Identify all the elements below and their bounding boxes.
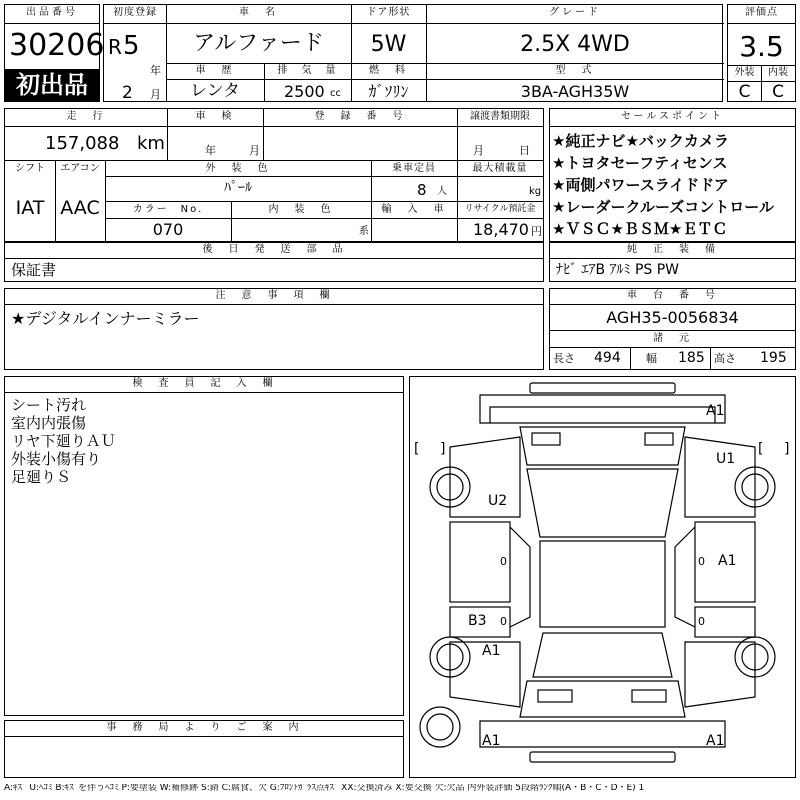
ext-grade: C [738,82,751,102]
width: 185 [678,350,705,366]
damage-mark: 0 [698,615,705,628]
transfer-month-unit: 月 [473,144,484,157]
damage-mark: U1 [716,451,736,467]
sales-point-item: ★トヨタセーフティセンス [552,154,728,172]
door-label: ドア形状 [366,7,411,18]
equipment: ﾅﾋﾞ ｴｱB ｱﾙﾐ PS PW [556,262,680,278]
chassis-label: 車 台 番 号 [627,290,718,301]
capacity-unit: 人 [437,186,447,197]
yen-unit: 円 [531,225,542,238]
km-unit: km [137,133,165,154]
sales-point-label: セールスポイント [620,111,725,122]
lot-number: 30206 [9,28,105,63]
sales-point-box [549,108,796,242]
height-label: 高さ [714,352,736,365]
regno-label: 登 録 番 号 [314,111,406,122]
length: 494 [594,350,621,366]
exterior-color: ﾊﾟｰﾙ [224,180,252,196]
sales-point-list [552,130,774,240]
inspector-note: 外装小傷有り [11,450,102,468]
fuel-label: 燃 料 [369,65,408,76]
capacity-label: 乗車定員 [392,163,436,174]
damage-mark: 0 [500,555,507,568]
damage-mark: A1 [706,403,725,419]
interior-unit: 系 [359,226,369,237]
score: 3.5 [739,30,784,63]
inspector-notes [11,396,116,486]
grade: 2.5X 4WD [520,32,630,57]
inspector-note: 足廻りＳ [11,468,72,486]
model-label: 型 式 [555,65,595,76]
load-unit: kg [529,186,542,197]
shift: IAT [15,197,45,219]
load-label: 最大積載量 [472,163,528,174]
sales-point-item: ★レーダークルーズコントロール [552,198,774,216]
color-no-label: カラー No. [132,204,204,215]
lot-box [4,4,105,102]
svg-text:[: [ [758,441,764,457]
era: R [108,35,122,59]
reg-month: 2 [122,83,133,103]
vehicle-detail-table [4,108,544,242]
fuel: ｶﾞｿﾘﾝ [368,82,409,101]
inspector-note: 室内内張傷 [11,414,87,432]
damage-mark: A1 [706,733,725,749]
car-name: アルファード [193,31,324,56]
history: レンタ [190,81,240,101]
length-label: 長さ [553,352,575,365]
car-diagram [410,377,795,777]
later-parts-label: 後 日 発 送 部 品 [202,244,346,255]
name-label: 車 名 [239,7,278,18]
damage-mark: A1 [482,733,501,749]
shift-label: シフト [15,163,45,174]
chassis-number: AGH35-0056834 [606,308,739,327]
mileage-label: 走 行 [66,111,106,122]
sales-point-item: ★純正ナビ★バックカメラ [552,132,729,150]
recycle-fee: 18,470 [473,220,529,239]
office-box [4,720,404,778]
damage-mark: A1 [482,643,501,659]
inspection-year-unit: 年 [205,144,216,157]
sales-point-item: ★両側パワースライドドア [552,176,729,194]
cc-unit: cc [330,88,341,99]
chassis-box [549,288,796,370]
ac-label: エアコン [60,163,100,174]
damage-mark: U2 [488,493,508,509]
score-box [727,4,796,102]
svg-text:]: ] [440,441,446,457]
air-conditioner: AAC [60,197,100,219]
lot-label: 出品番号 [26,7,78,18]
ext-grade-label: 外装 [734,67,755,78]
inspector-label: 検 査 員 記 入 欄 [132,378,276,389]
exterior-label: 外 装 色 [205,163,271,174]
svg-text:]: ] [784,441,790,457]
import-label: 輸 入 車 [381,204,447,215]
int-grade: C [772,82,784,102]
legend-text: A:ｷｽﾞ U:ﾍｺﾐ B:ｷｽﾞを伴うﾍｺﾐ P:要塗装 W:補修跡 S:錆 C:腐食、欠 G:ﾌﾛﾝﾄｶﾞﾗｽ点ｷｽﾞ XX:交換済み X:要交換 欠:欠品 内外装評価 5段階ﾗﾝｸ順(A・B・C・D・E) 1 [4,784,645,793]
inspection-label: 車 検 [195,111,235,122]
displacement: 2500 [284,82,325,101]
history-label: 車 歴 [195,65,235,76]
damage-mark: B3 [468,613,487,629]
int-grade-label: 内装 [768,67,788,78]
later-parts: 保証書 [11,261,57,279]
height: 195 [760,350,787,366]
svg-text:[: [ [414,441,420,457]
interior-label: 内 装 色 [268,204,334,215]
caution-label: 注 意 事 項 欄 [215,290,333,301]
office-label: 事 務 局 よ り ご 案 内 [106,722,302,733]
first-listing-badge: 初出品 [5,69,99,101]
equipment-box [549,242,796,282]
inspection-month-unit: 月 [249,144,260,157]
reg-label: 初度登録 [113,7,157,18]
header-table [103,4,723,102]
equipment-label: 純 正 装 備 [627,244,718,255]
spec-label: 諸 元 [653,333,692,344]
later-parts-box [4,242,544,282]
reg-year: 5 [123,31,140,61]
caution-text: ★デジタルインナーミラー [11,309,200,328]
transfer-day-unit: 日 [519,144,530,157]
damage-mark: A1 [718,553,737,569]
recycle-label: リサイクル預託金 [464,204,536,214]
mileage: 157,088 [45,133,120,154]
width-label: 幅 [646,352,657,365]
transfer-label: 譲渡書類期限 [470,111,530,122]
caution-box [4,288,544,370]
sales-point-item: ★ＶＳＣ★ＢＳＭ★ＥＴＣ [552,220,728,238]
disp-label: 排 気 量 [277,65,338,76]
door-type: 5W [370,32,407,57]
month-unit: 月 [150,88,161,101]
score-label: 評価点 [745,7,778,18]
inspector-note: リヤ下廻りＡＵ [11,432,116,450]
model: 3BA-AGH35W [520,82,630,101]
year-unit: 年 [150,64,161,77]
inspector-note: シート汚れ [11,396,87,414]
grade-label: グレード [549,7,601,18]
damage-mark: 0 [698,555,705,568]
inspector-box [4,376,404,716]
damage-mark: 0 [500,615,507,628]
color-number: 070 [152,220,184,239]
capacity: 8 [417,181,427,199]
car-diagram-box [409,376,796,778]
